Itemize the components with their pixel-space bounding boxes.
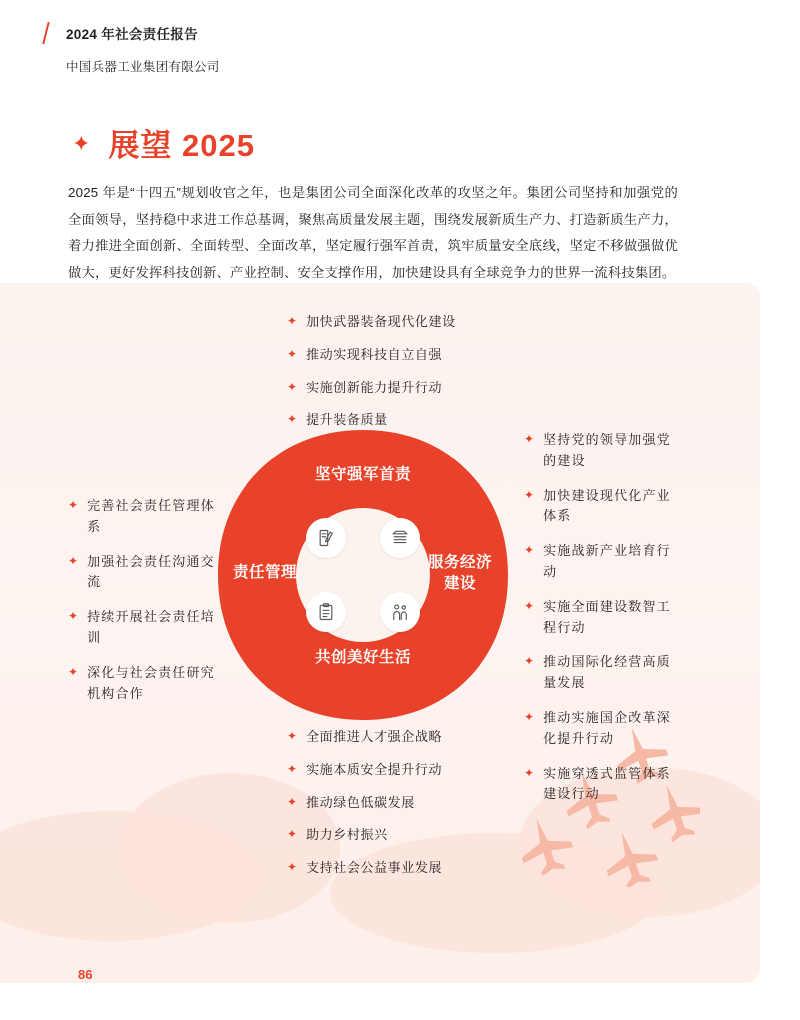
bullet-star-icon: ✦ [524, 709, 535, 724]
list-item [287, 793, 547, 814]
intro-paragraph: 2025 年是“十四五”规划收官之年，也是集团公司全面深化改革的攻坚之年。集团公司坚持和加强党的全面领导，坚持稳中求进工作总基调，聚焦高质量发展主题，围绕发展新质生产力、打造新质生产力，着力推进全面创新、全面转型、全面改革，坚定履行强军首责，筑牢质量安全底线，坚定不移做强做优做大，更好发挥科技创新、产业控制、安全支撑作用，加快建设具有全球竞争力的世界一流科技集团。 [68, 185, 678, 280]
list-item-label: 实施本质安全提升行动 [306, 761, 443, 777]
header-title: 2024 年社会责任报告 [66, 27, 198, 42]
bullet-star-icon: ✦ [524, 598, 535, 613]
bullet-star-icon: ✦ [524, 543, 535, 558]
bullet-star-icon: ✦ [524, 487, 535, 502]
bullet-star-icon: ✦ [287, 794, 298, 809]
bullet-list-bottom [287, 727, 547, 891]
star-icon: ✦ [72, 130, 91, 156]
responsibility-wheel-diagram [218, 430, 508, 720]
list-item-label: 实施全面建设数智工程行动 [543, 598, 671, 635]
list-item [68, 552, 228, 594]
list-item-label: 坚持党的领导加强党的建设 [543, 432, 671, 468]
bullet-star-icon: ✦ [524, 654, 535, 669]
list-item [287, 727, 547, 748]
list-item [287, 825, 547, 846]
list-item-label: 实施创新能力提升行动 [306, 379, 443, 395]
list-item [287, 760, 547, 781]
list-item-label: 支持社会公益事业发展 [306, 860, 443, 876]
petal-label-right: 服务经济 建设 [427, 554, 492, 592]
header-subtitle: 中国兵器工业集团有限公司 [66, 60, 220, 74]
list-item-label: 持续开展社会责任培训 [87, 609, 215, 645]
bullet-star-icon: ✦ [68, 498, 79, 512]
bullet-star-icon: ✦ [287, 379, 298, 394]
clipboard-icon [306, 592, 346, 632]
list-item [287, 345, 547, 366]
list-item-label: 推动实现科技自立自强 [306, 346, 443, 362]
list-item-label: 深化与社会责任研究机构合作 [87, 664, 215, 701]
list-item [524, 597, 684, 639]
list-item-label: 推动实施国企改革深化提升行动 [543, 709, 671, 746]
list-item [68, 607, 228, 649]
list-item [68, 496, 228, 538]
bullet-star-icon: ✦ [287, 729, 298, 743]
list-item-label: 实施战新产业培育行动 [543, 543, 671, 579]
bullet-list-left [68, 496, 228, 718]
section-title-row [72, 120, 255, 165]
people-icon [380, 592, 420, 632]
bullet-star-icon: ✦ [68, 609, 79, 624]
petal-label-left: 责任管理 [232, 564, 297, 581]
bullet-star-icon: ✦ [287, 827, 298, 842]
list-item-label: 推动国际化经营高质量发展 [543, 654, 671, 691]
bullet-star-icon: ✦ [287, 860, 298, 875]
bullet-star-icon: ✦ [68, 664, 79, 679]
list-item-label: 实施穿透式监管体系建设行动 [543, 765, 671, 802]
list-item-label: 加强社会责任沟通交流 [87, 553, 215, 590]
layers-icon [380, 518, 420, 558]
list-item-label: 助力乡村振兴 [306, 827, 388, 843]
bullet-star-icon: ✦ [287, 346, 298, 361]
bullet-star-icon: ✦ [524, 432, 535, 446]
list-item [287, 410, 547, 431]
header-rule-icon [42, 22, 59, 44]
list-item-label: 全面推进人才强企战略 [306, 729, 443, 744]
list-item [524, 486, 684, 528]
list-item [524, 541, 684, 583]
bullet-list-top [287, 312, 547, 443]
list-item [524, 764, 684, 806]
list-item-label: 完善社会责任管理体系 [87, 498, 215, 534]
bullet-star-icon: ✦ [287, 314, 298, 328]
list-item-label: 加快武器装备现代化建设 [306, 314, 456, 329]
document-pen-icon [306, 518, 346, 558]
bullet-star-icon: ✦ [524, 765, 535, 780]
page-number: 86 [78, 967, 93, 982]
bullet-list-right [524, 430, 684, 819]
page-title: 展望 2025 [108, 128, 256, 163]
list-item-label: 提升装备质量 [306, 412, 388, 428]
list-item [524, 708, 684, 750]
list-item-label: 推动绿色低碳发展 [306, 794, 415, 810]
list-item [287, 858, 547, 879]
bullet-star-icon: ✦ [287, 412, 298, 427]
petal-label-top: 坚守强军首责 [314, 466, 411, 483]
list-item [524, 652, 684, 694]
list-item [68, 663, 228, 705]
bullet-star-icon: ✦ [68, 553, 79, 568]
list-item [524, 430, 684, 472]
list-item [287, 378, 547, 399]
petal-label-bottom: 共创美好生活 [314, 649, 411, 666]
list-item [287, 312, 547, 333]
page-header [0, 0, 800, 90]
list-item-label: 加快建设现代化产业体系 [543, 487, 671, 524]
bullet-star-icon: ✦ [287, 761, 298, 776]
